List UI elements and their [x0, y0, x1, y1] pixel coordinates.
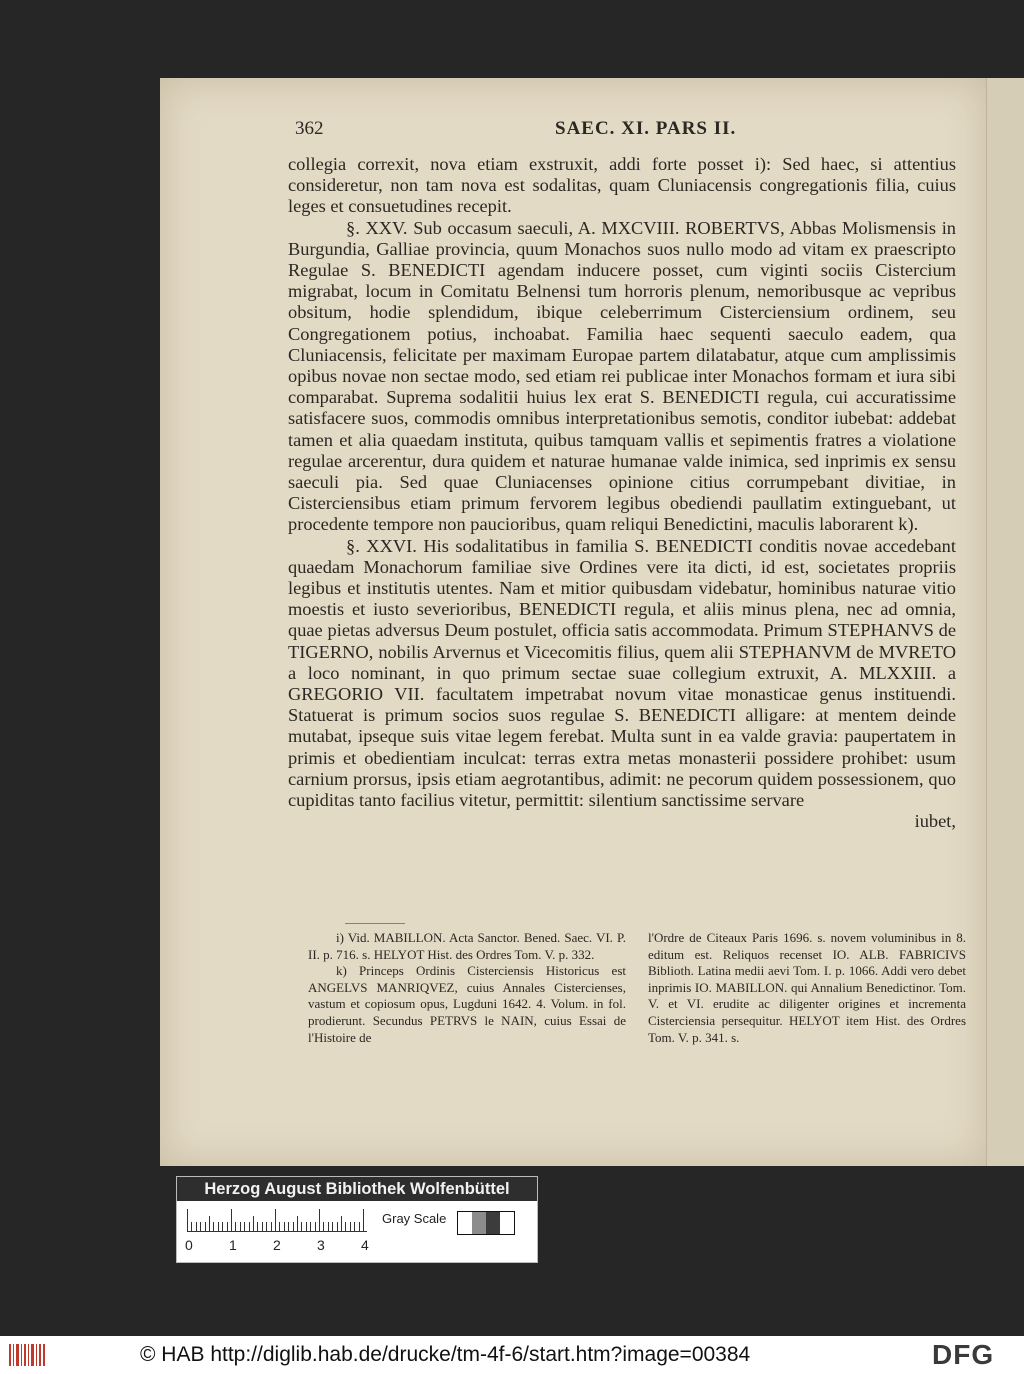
ruler-tick: [297, 1216, 298, 1231]
ruler-tick: [227, 1222, 228, 1231]
footnote-k: k) Princeps Ordinis Cisterciensis Historicus est ANGELVS MANRIQVEZ, cuius Annales Cistercienses, vastum et copiosum opus, Lugduni 1642. 4. Volum. in fol. prodierunt. Secundus PETRVS le NAIN, cuius Essai de l'Histoire de: [308, 963, 626, 1045]
ruler-tick: [266, 1222, 267, 1231]
ruler-tick: [244, 1222, 245, 1231]
scale-number: 4: [361, 1237, 369, 1253]
ruler-tick: [191, 1222, 192, 1231]
library-title: Herzog August Bibliothek Wolfenbüttel: [177, 1177, 537, 1201]
ruler-tick: [249, 1222, 250, 1231]
library-scale-card: [176, 1176, 538, 1263]
scale-number: 3: [317, 1237, 325, 1253]
next-page-edge: [986, 78, 1024, 1166]
catchword: iubet,: [914, 811, 956, 832]
gray-scale-label: Gray Scale: [382, 1211, 447, 1226]
ruler-tick: [345, 1222, 346, 1231]
ruler-tick: [301, 1222, 302, 1231]
barcode-icon: [8, 1342, 46, 1368]
scale-numbers: [185, 1237, 375, 1255]
ruler-tick: [284, 1222, 285, 1231]
ruler-tick: [257, 1222, 258, 1231]
ruler-tick: [293, 1222, 294, 1231]
ruler-tick: [341, 1216, 342, 1231]
ruler-tick: [262, 1222, 263, 1231]
body-text: [288, 154, 956, 833]
gray-swatch: [486, 1212, 500, 1234]
paragraph-section-26: §. XXVI. His sodalitatibus in familia S. BENEDICTI conditis novae accedebant quaedam Monachorum familiae sive Ordines vere ita dicti, id est, societates propriis legibus et institutis utentes. Nam et mitior quibusdam videbatur, hominibus naturae vitio moestis et iusto severioribus, BENEDICTI regula, et aliis minus plena, nec ad omnia, quae pietas adversus Deum postulet, officia satis accommodata. Primum STEPHANVS de TIGERNO, nobilis Arvernus et Vicecomitis filius, quem alii STEPHANVM de MVRETO a loco nominant, in quo primum sectae suae collegium extruxit, A. MLXXIII. a GREGORIO VII. facultatem impetrabat novum vitae monasticae genus instituendi. Statuerat is primum socios suos regulae S. BENEDICTI alligare: at mentem deinde mutabat, ipseque suis vitae legem ferebat. Multa sunt in ea valde gravia: paupertatem in primis et obedientiam inculcat: terras extra metas monasterii possidere prohibet: usum carnium prorsus, ipsis etiam aegrotantibus, adimit: ne pecorum quidem possessionem, quo cupiditas tanto facilius vitetur, permittit: silentium sanctissime servare: [288, 535, 956, 811]
scale-ruler: [187, 1209, 367, 1232]
footer-bar: [0, 1336, 1024, 1374]
ruler-tick: [323, 1222, 324, 1231]
scanned-page: [160, 78, 986, 1166]
ruler-tick: [209, 1216, 210, 1231]
ruler-tick: [288, 1222, 289, 1231]
ruler-tick: [319, 1209, 320, 1231]
ruler-tick: [205, 1222, 206, 1231]
ruler-tick: [218, 1222, 219, 1231]
scale-number: 0: [185, 1237, 193, 1253]
ruler-tick: [231, 1209, 232, 1231]
page-number: 362: [295, 118, 324, 139]
footnote-rule: [345, 923, 405, 924]
scale-number: 1: [229, 1237, 237, 1253]
ruler-tick: [306, 1222, 307, 1231]
ruler-tick: [315, 1222, 316, 1231]
ruler-tick: [332, 1222, 333, 1231]
page-header: [295, 118, 865, 144]
ruler-tick: [271, 1222, 272, 1231]
ruler-tick: [354, 1222, 355, 1231]
scale-number: 2: [273, 1237, 281, 1253]
footnotes-right-column: [648, 930, 966, 1046]
copyright-url[interactable]: © HAB http://diglib.hab.de/drucke/tm-4f-6/start.htm?image=00384: [140, 1343, 751, 1366]
ruler-tick: [253, 1216, 254, 1231]
gray-swatch: [458, 1212, 472, 1234]
footnotes-left-column: [308, 930, 626, 1046]
dfg-logo: DFG: [932, 1339, 995, 1370]
ruler-tick: [310, 1222, 311, 1231]
gray-swatch: [472, 1212, 486, 1234]
gray-scale-swatches: [457, 1211, 515, 1235]
ruler-tick: [279, 1222, 280, 1231]
ruler-tick: [196, 1222, 197, 1231]
running-head: SAEC. XI. PARS II.: [555, 118, 737, 139]
ruler-tick: [328, 1222, 329, 1231]
ruler-tick: [187, 1209, 188, 1231]
ruler-tick: [337, 1222, 338, 1231]
footnote-k-continued: l'Ordre de Citeaux Paris 1696. s. novem voluminibus in 8. editum est. Reliquos recenset IO. ALB. FABRICIVS Biblioth. Latina medii aevi Tom. I. p. 1066. Addi vero debet inprimis IO. MABILLON. qui Annalium Benedictinor. Tom. V. et VI. erudite ac diligenter origines et incrementa Cisterciensia persequitur. HELYOT item Hist. des Ordres Tom. V. p. 341. s.: [648, 930, 966, 1045]
ruler-tick: [222, 1222, 223, 1231]
gray-swatch: [500, 1212, 514, 1234]
ruler-tick: [235, 1222, 236, 1231]
ruler-tick: [359, 1222, 360, 1231]
ruler-tick: [213, 1222, 214, 1231]
ruler-tick: [350, 1222, 351, 1231]
paragraph-section-25: §. XXV. Sub occasum saeculi, A. MXCVIII. ROBERTVS, Abbas Molismensis in Burgundia, Galliae provincia, quum Monachos suos nullo modo ad vitam ex praescripto Regulae S. BENEDICTI agendam inducere posset, cum viginti sociis Cistercium migrabat, locum in Comitatu Belnensi tum horroris plenum, nemoribusque ac vepribus obsitum, hodie splendidum, ibique celeberrimum Cisterciensium ordinem, seu Congregationem potius, inchoabat. Familia haec sequenti saeculo eadem, qua Cluniacensis, felicitate per maximam Europae partem dilatabatur, atque cum amplissimis opibus novae non sectae modo, sed etiam rei publicae inter Monachos formam et iura sibi comparabat. Suprema sodalitii huius lex erat S. BENEDICTI regula, cui accuratissime satisfacere suos, commodis omnibus interpretationibus semotis, conditor iubebat: addebat tamen et alia quaedam instituta, quibus tamquam vallis et sepimentis fratres a violatione regulae arcerentur, dura quidem et naturae humanae valde inimica, sed inprimis ex sensu saeculi pia. Sed quae Cluniacenses opinione citius corrumpebant divitiae, in Cisterciensibus etiam primum fervorem legibus obediendi paullatim extinguebant, ut procedente tempore non paucioribus, quam reliqui Benedictini, maculis laborarent k).: [288, 217, 956, 535]
ruler-tick: [275, 1209, 276, 1231]
paragraph-continuation: collegia correxit, nova etiam exstruxit, addi forte posset i): Sed haec, si attentius consideretur, non tam nova est sodalitas, quam Cluniacensis congregationis filia, cuius leges et consuetudines recepit.: [288, 154, 956, 217]
ruler-tick: [240, 1222, 241, 1231]
footnote-i: i) Vid. MABILLON. Acta Sanctor. Bened. Saec. VI. P. II. p. 716. s. HELYOT Hist. des Ordres Tom. V. p. 332.: [308, 930, 626, 962]
ruler-tick: [200, 1222, 201, 1231]
ruler-tick: [363, 1209, 364, 1231]
